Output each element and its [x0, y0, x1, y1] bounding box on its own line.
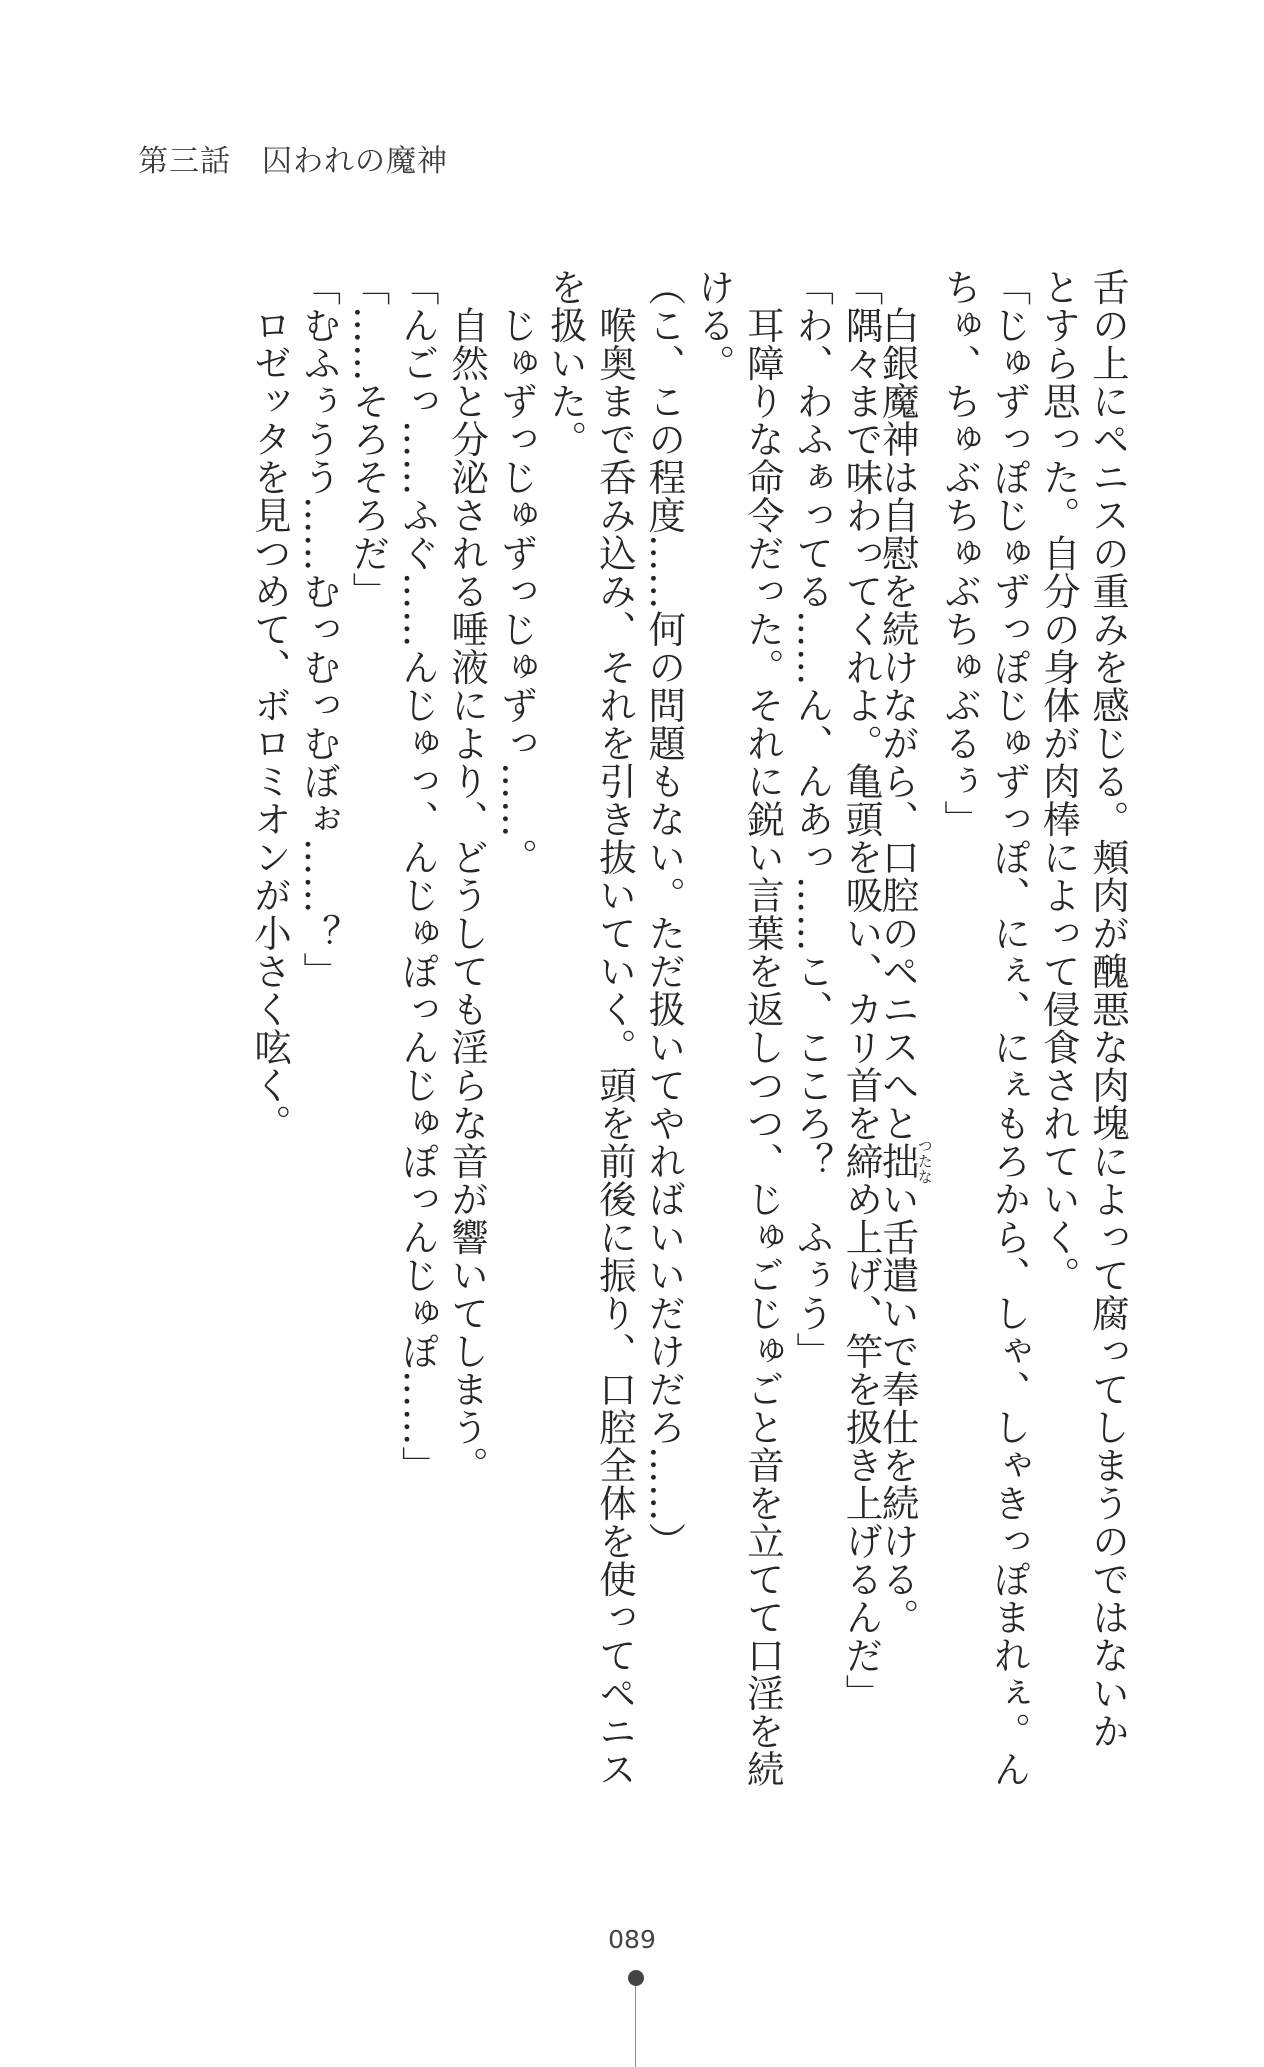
page-marker-line [635, 1986, 636, 2067]
text-line: ちゅ、ちゅぶちゅぶちゅぶるぅ」 [938, 268, 983, 838]
body-text [130, 268, 1130, 1788]
text-line: 「……そろそろだ」 [346, 268, 391, 610]
page-number: 089 [608, 1925, 656, 1954]
page-marker-dot [628, 1970, 644, 1986]
text-line: ける。 [691, 268, 736, 382]
text-line: 「わ、わふぁってる……ん、んあっ……こ、こころ？ ふぅう」 [790, 268, 835, 1370]
text-line: 舌の上にペニスの重みを感じる。頬肉が醜悪な肉塊によって腐ってしまうのではないか [1086, 268, 1130, 1750]
text-line: 自然と分泌される唾液により、どうしても淫らな音が響いてしまう。 [445, 268, 490, 1484]
text-line: 「隅々まで味わってくれよ。亀頭を吸い、カリ首を締め上げ、竿を扱き上げるんだ」 [839, 268, 884, 1712]
text-line: を扱いた。 [543, 268, 588, 458]
text-line: 喉奥まで呑み込み、それを引き抜いていく。頭を前後に振り、口腔全体を使ってペニス [593, 268, 637, 1788]
text-line: 「じゅずっぽじゅずっぽじゅずっぽ、にぇ、にぇもろから、しゃ、しゃきっぽまれぇ。ん [987, 268, 1032, 1788]
ruby-annotation: 拙つたな [875, 1137, 934, 1185]
text-line: 白銀魔神は自慰を続けながら、口腔のペニスへと拙つたない舌遣いで奉仕を続ける。 [875, 268, 934, 1636]
text-line: ロゼッタを見つめて、ボロミオンが小さく呟く。 [247, 268, 292, 1142]
text-line: とすら思った。自分の身体が肉棒によって侵食されていく。 [1036, 268, 1081, 1294]
text-line: 「んごっ……ふぐ……んじゅっ、んじゅぽっんじゅぽっんじゅぽ……」 [395, 268, 440, 1484]
chapter-title: 第三話 囚われの魔神 [138, 144, 448, 179]
text-line: 「むふぅうう……むっむっむぼぉ……？」 [297, 268, 342, 990]
text-line: じゅずっじゅずっじゅずっ……。 [494, 268, 539, 876]
text-line: （こ、この程度……何の問題もない。ただ扱いてやればいいだけだろ……） [642, 268, 687, 1560]
text-line: 耳障りな命令だった。それに鋭い言葉を返しつつ、じゅごじゅごと音を立てて口淫を続 [740, 268, 785, 1788]
